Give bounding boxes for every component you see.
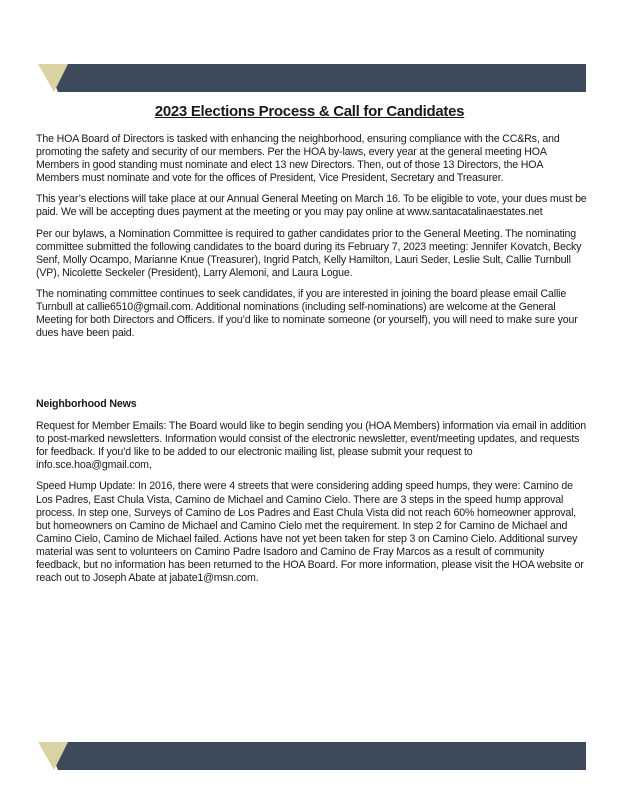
top-banner-graphic	[38, 64, 586, 92]
elections-paragraph: The nominating committee continues to seek candidates, if you are interested in joining the board please email Callie Turnbull at callie6510@gmail.com. Additional nominations (including self-nominations) are welcome at the General Meeting for both Directors and Officers. If you’d like to nominate someone (or yourself), you will need to make sure your dues have been paid.	[36, 287, 578, 340]
news-heading: Neighborhood News	[36, 398, 137, 410]
top-banner-bar	[46, 64, 586, 92]
news-section	[36, 398, 588, 593]
bottom-banner-graphic	[38, 742, 586, 770]
elections-paragraph: The HOA Board of Directors is tasked with enhancing the neighborhood, ensuring compliance with the CC&Rs, and promoting the safety and security of our members. Per the HOA by-laws, every year at the general meeting HOA Members in good standing must nominate and elect 13 new Directors. Then, out of those 13 Directors, the HOA Members must nominate and vote for the offices of President, Vice President, Secretary and Treasurer.	[36, 133, 560, 185]
bottom-banner	[38, 742, 586, 770]
top-banner	[38, 64, 586, 92]
elections-paragraph: This year’s elections will take place at our Annual General Meeting on March 16. To be eligible to vote, your dues must be paid. We will be accepting dues payment at the meeting or you may pay online at www.santacatalinaestates.net	[36, 193, 587, 219]
bottom-banner-bar	[46, 742, 586, 770]
page-title: 2023 Elections Process & Call for Candidates	[154, 103, 465, 120]
news-paragraph: Request for Member Emails: The Board would like to begin sending you (HOA Members) information via email in addition to post-marked newsletters. Information would consist of the electronic newsletter, event/meeting updates, and requests for feedback. If you’d like to be added to our electronic mailing list, please submit your request to info.sce.hoa@gmail.com,	[36, 420, 587, 472]
elections-paragraph: Per our bylaws, a Nomination Committee is required to gather candidates prior to the General Meeting. The nominating committee submitted the following candidates to the board during its February 7, 2023 meeting: Jennifer Kovatch, Becky Senf, Molly Ocampo, Marianne Knue (Treasurer), Ingrid Patch, Kelly Hamilton, Lauri Seder, Leslie Sult, Callie Turnbull (VP), Nicolette Seckeler (President), Larry Alemoni, and Laura Logue.	[36, 227, 582, 279]
news-paragraph: Speed Hump Update: In 2016, there were 4 streets that were considering adding speed humps, they were: Camino de Los Padres, East Chula Vista, Camino de Michael and Camino Cielo. There are 3 steps in the speed hump approval process. In step one, Surveys of Camino de Los Padres and East Chula Vista did not reach 60% homeowner approval, but homeowners on Camino de Michael and Camino Cielo met the requirement. In step 2 for Camino de Michael and Camino Cielo, Camino de Michael failed. Actions have not yet been taken for step 3 on Camino Cielo. Additional survey material was sent to volunteers on Camino Padre Isadoro and Camino de Fray Marcos as a result of community feedback, but no information has been returned to the HOA Board. For more information, please visit the HOA website or reach out to Joseph Abate at jabate1@msn.com.	[36, 480, 584, 585]
elections-section	[36, 133, 588, 348]
